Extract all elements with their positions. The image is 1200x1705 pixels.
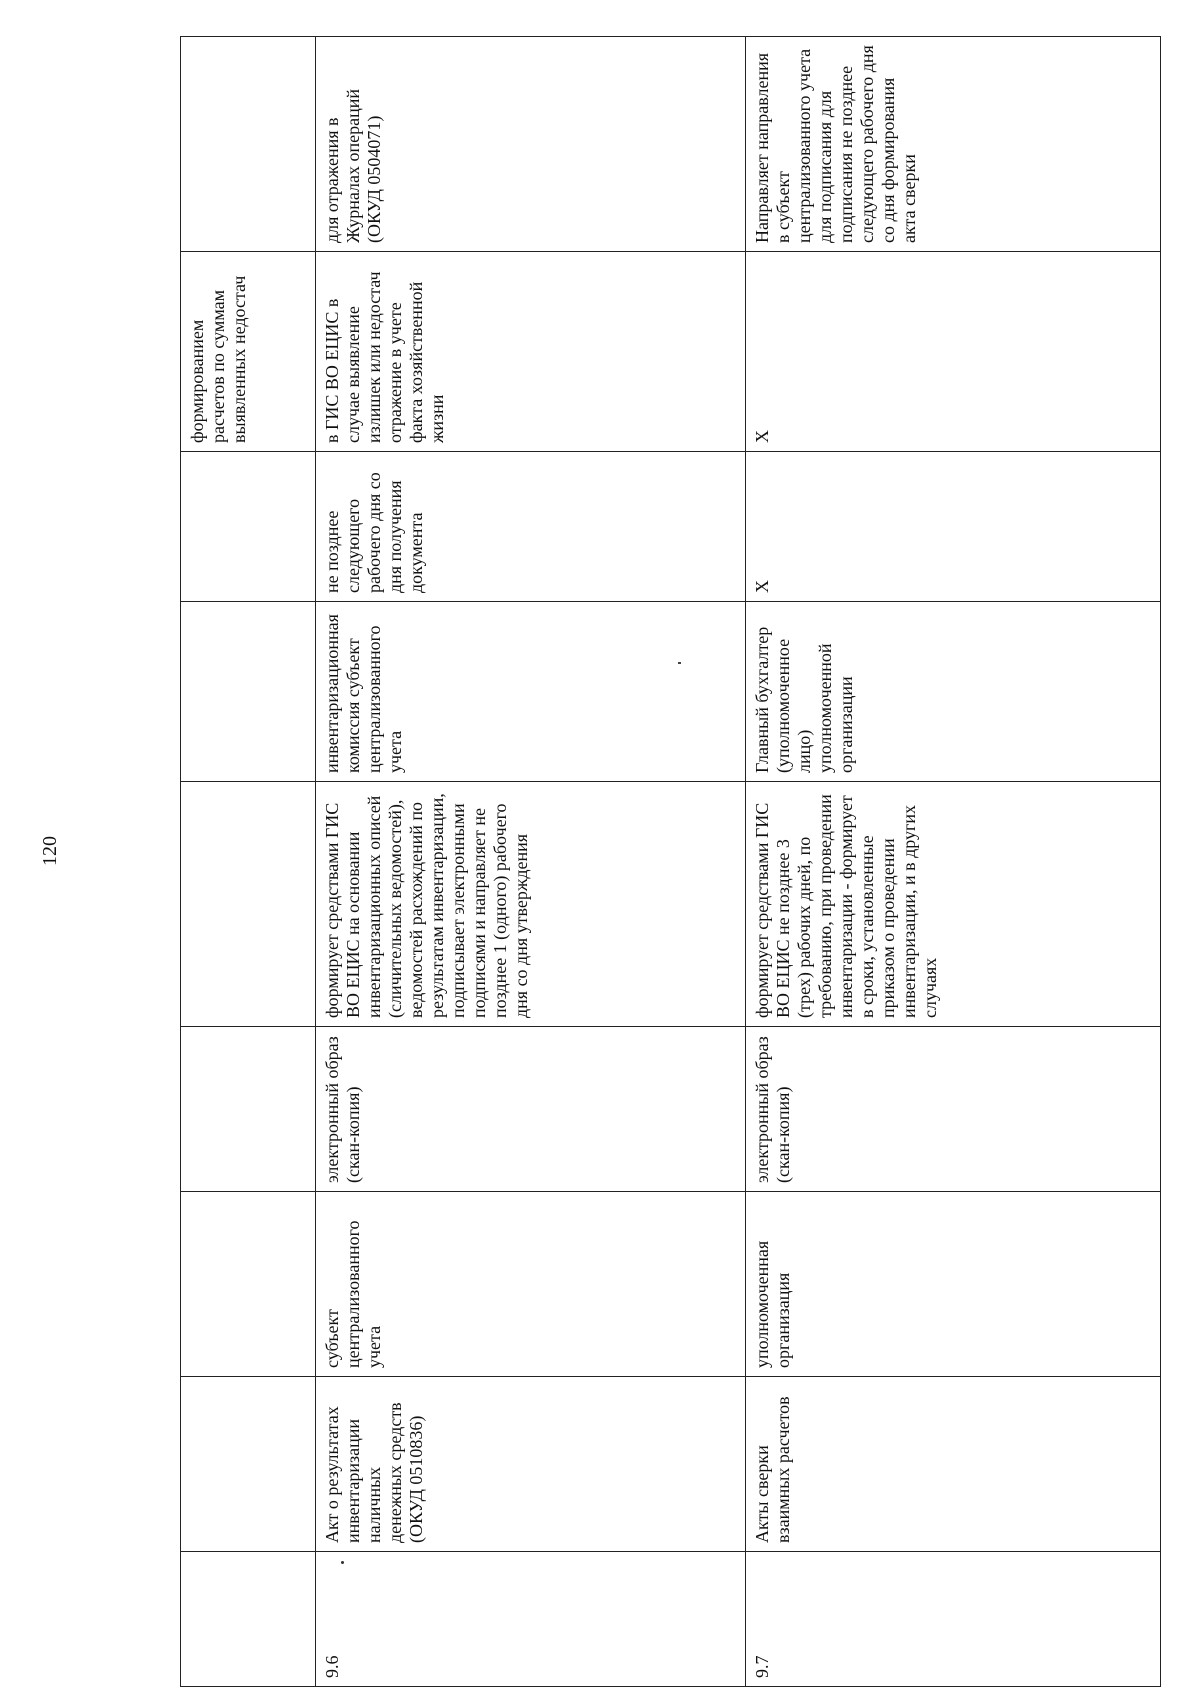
scan-stray-mark — [678, 662, 681, 664]
page-number: 120 — [39, 836, 61, 866]
cell-signer — [181, 602, 316, 782]
scan-dot-mark — [341, 1561, 344, 1564]
cell-document — [181, 1377, 316, 1552]
table-row — [746, 37, 1161, 1687]
rotated-table-container — [180, 37, 1160, 1687]
cell-action — [181, 782, 316, 1027]
table-row — [316, 37, 746, 1687]
cell-num: 9.6 — [316, 1552, 746, 1687]
cell-creator: субъект централизованного учета — [316, 1192, 746, 1377]
cell-action: формирует средствами ГИС ВО ЕЦИС не позднее 3 (трех) рабочих дней, по требованию, при проведении инвентаризации - формирует в сроки, установленные приказом о проведении инвентаризации, и в других случаях — [746, 782, 1161, 1027]
cell-term: X — [746, 452, 1161, 602]
cell-signer: инвентаризационная комиссия субъект централизованного учета — [316, 602, 746, 782]
cell-document: Акты сверки взаимных расчетов — [746, 1377, 1161, 1552]
cell-note: для отражения в Журналах операций (ОКУД 0504071) — [316, 37, 746, 252]
cell-num — [181, 1552, 316, 1687]
cell-note — [181, 37, 316, 252]
document-table — [180, 36, 1161, 1687]
cell-signer: Главный бухгалтер (уполномоченное лицо) уполномоченной организации — [746, 602, 1161, 782]
cell-reflection: формированием расчетов по суммам выявленных недостач — [181, 252, 316, 452]
cell-num: 9.7 — [746, 1552, 1161, 1687]
cell-form — [181, 1027, 316, 1192]
cell-term: не позднее следующего рабочего дня со дня получения документа — [316, 452, 746, 602]
cell-note: Направляет направления в субъект централизованного учета для подписания для подписания не позднее следующего рабочего дня со дня формирования акта сверки — [746, 37, 1161, 252]
cell-reflection: X — [746, 252, 1161, 452]
cell-form: электронный образ (скан-копия) — [746, 1027, 1161, 1192]
cell-creator — [181, 1192, 316, 1377]
cell-term — [181, 452, 316, 602]
table-row-continuation — [181, 37, 316, 1687]
cell-document: Акт о результатах инвентаризации наличных денежных средств (ОКУД 0510836) — [316, 1377, 746, 1552]
cell-reflection: в ГИС ВО ЕЦИС в случае выявление излишек или недостач отражение в учете факта хозяйственной жизни — [316, 252, 746, 452]
cell-action: формирует средствами ГИС ВО ЕЦИС на основании инвентаризационных описей (сличительных ведомостей), ведомостей расхождений по результатам инвентаризации, подписывает электронными подписями и направляет не позднее 1 (одного) рабочего дня со дня утверждения — [316, 782, 746, 1027]
cell-creator: уполномоченная организация — [746, 1192, 1161, 1377]
cell-form: электронный образ (скан-копия) — [316, 1027, 746, 1192]
